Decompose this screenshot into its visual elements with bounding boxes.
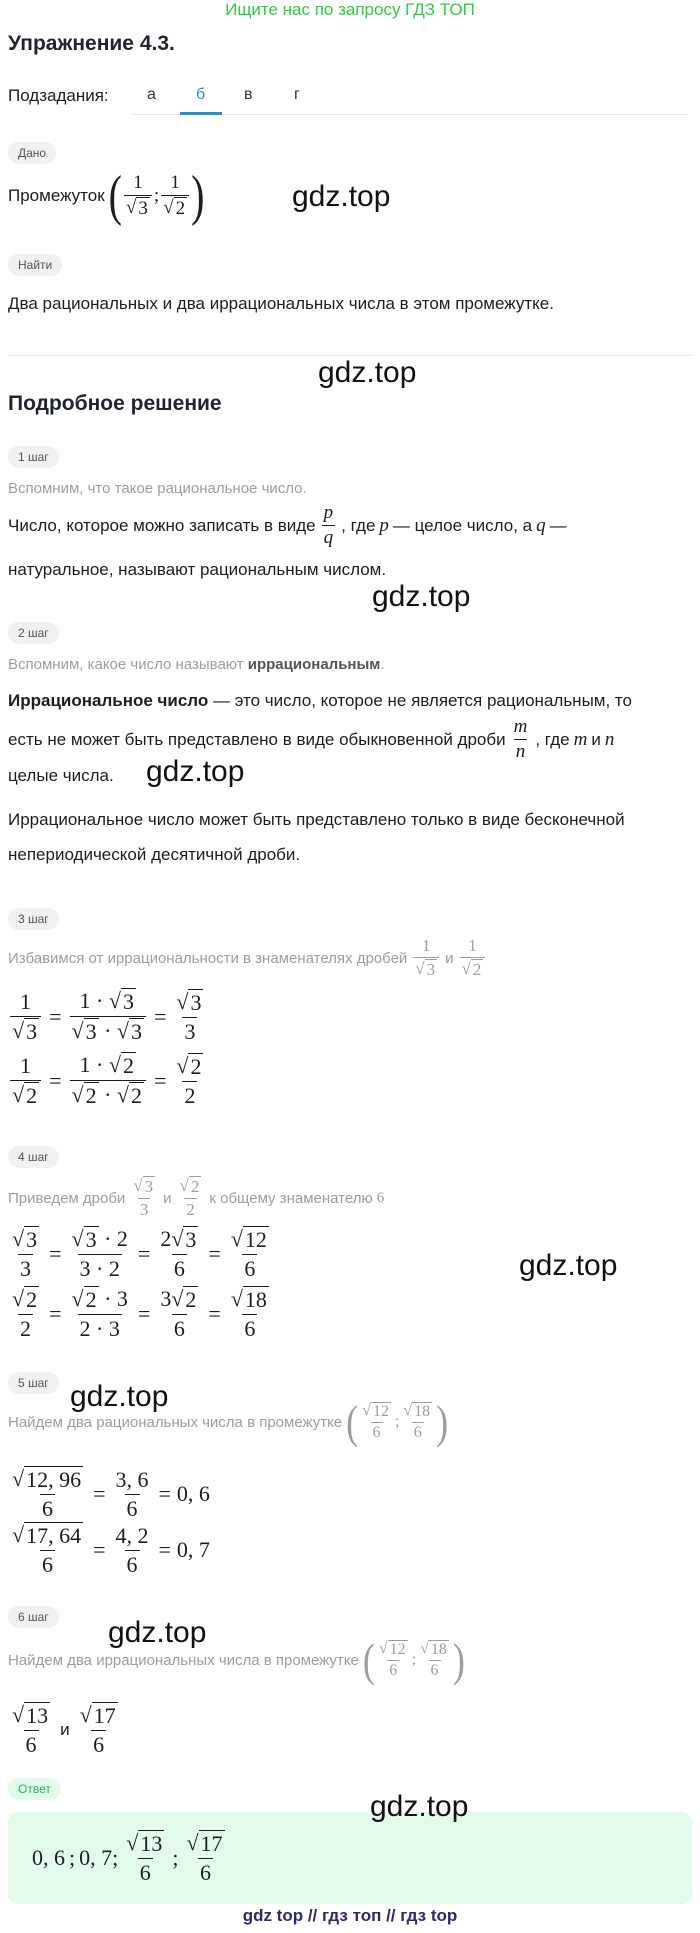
given-badge: Дано	[8, 142, 56, 164]
equation-6: √ 17, 64 6 = $\frac{4, 2}{6}$ = 0, 7	[12, 1522, 210, 1577]
equation-7: √ 13 6 и √ 17 6	[12, 1702, 116, 1757]
watermark: gdz.top	[318, 356, 417, 389]
equation-3: √ 3 3 = √ 3 · 2 3 · 2 = 2 √ 3 6 = √ 12 6	[12, 1226, 267, 1281]
tab-a[interactable]: а	[147, 86, 156, 103]
solution-heading: Подробное решение	[8, 392, 222, 415]
step-2-line3: целые числа.	[8, 766, 114, 785]
active-tab-underline	[180, 112, 222, 115]
watermark: gdz.top	[370, 1790, 469, 1823]
step-4-hint: Приведем дроби √ 3 3 и √ 2 2 к общему знаменателю 6	[8, 1176, 385, 1219]
given-interval: Промежуток ( 1 √ 3 ; 1 √ 2 )	[8, 163, 205, 227]
watermark: gdz.top	[108, 1616, 207, 1649]
equation-4: √ 2 2 = √ 2 · 3 2 · 3 = 3 √ 2 6 = √ 18 6	[12, 1286, 267, 1341]
equation-2: 1 √ 2 = 1 · √ 2 √ 2 · √ 2 = √ 2 2	[12, 1052, 202, 1108]
step-6-hint: Найдем два иррациональных числа в промежутке ( √ 12 6 ; √ 18 6 )	[8, 1634, 465, 1686]
watermark: gdz.top	[372, 580, 471, 613]
watermark: gdz.top	[292, 180, 391, 213]
step-1-badge: 1 шаг	[8, 446, 59, 468]
find-badge: Найти	[8, 254, 62, 276]
step-5-hint: Найдем два рациональных числа в промежутке ( √ 12 6 ; √ 18 6 )	[8, 1396, 449, 1448]
step-1-line: Число, которое можно записать в виде $\frac{p}{q}$ , где p — целое число, а q —	[8, 502, 567, 548]
equation-5: √ 12, 96 6 = $\frac{3, 6}{6}$ = 0, 6	[12, 1466, 210, 1521]
interval-expression: ( 1 √ 3 ; 1 √ 2 )	[108, 163, 205, 227]
step-4-badge: 4 шаг	[8, 1146, 59, 1168]
step-1-hint: Вспомним, что такое рациональное число.	[8, 480, 307, 497]
watermark: gdz.top	[146, 755, 245, 788]
step-6-badge: 6 шаг	[8, 1606, 59, 1628]
step-2-badge: 2 шаг	[8, 622, 59, 644]
step-2-definition: Иррациональное число — это число, которое не является рациональным, то	[8, 691, 632, 710]
step-1-line2: натуральное, называют рациональным числом.	[8, 560, 387, 579]
step-2-para2-line1: Иррациональное число может быть представлено только в виде бесконечной	[8, 810, 625, 829]
step-2-hint: Вспомним, какое число называют иррациональным.	[8, 656, 385, 673]
step-2-para2-line2: непериодической десятичной дроби.	[8, 845, 301, 864]
watermark: gdz.top	[519, 1249, 618, 1282]
answer-expression: 0, 6 ; 0, 7; √ 13 6 ; √ 17 6	[32, 1830, 223, 1885]
footer-links[interactable]: gdz top // гдз топ // гдз top	[242, 1906, 458, 1925]
find-text: Два рациональных и два иррациональных числа в этом промежутке.	[8, 294, 554, 313]
subtasks-label: Подзадания:	[8, 86, 109, 105]
step-5-badge: 5 шаг	[8, 1372, 59, 1394]
tab-b[interactable]: б	[196, 86, 206, 103]
tab-g[interactable]: г	[294, 86, 300, 103]
step-3-hint: Избавимся от иррациональности в знаменателях дробей 1 √ 3 и 1 √ 2	[8, 936, 487, 980]
answer-badge: Ответ	[8, 1778, 61, 1800]
equation-1: 1 √ 3 = 1 · √ 3 √ 3 · √ 3 = √ 3 3	[12, 988, 202, 1044]
step-3-badge: 3 шаг	[8, 908, 59, 930]
tab-v[interactable]: в	[244, 86, 253, 103]
page-title: Упражнение 4.3.	[8, 32, 175, 55]
subtask-tabs	[132, 76, 688, 115]
step-2-line2: есть не может быть представлено в виде обыкновенной дроби $\frac{m}{n}$ , где m и n	[8, 716, 615, 762]
watermark: gdz.top	[70, 1380, 169, 1413]
promo-banner: Ищите нас по запросу ГДЗ ТОП	[225, 0, 475, 19]
